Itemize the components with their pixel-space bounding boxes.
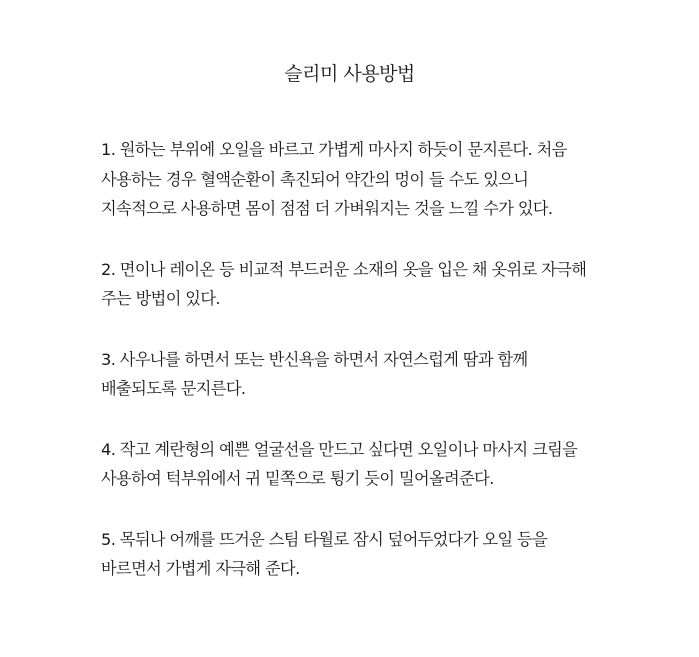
instruction-line: 사용하는 경우 혈액순환이 촉진되어 약간의 멍이 들 수도 있으니	[101, 169, 529, 189]
instruction-line: 2. 면이나 레이온 등 비교적 부드러운 소재의 옷을 입은 채 옷위로 자극해	[101, 259, 587, 279]
instruction-item-5	[101, 525, 661, 584]
instruction-line: 4. 작고 계란형의 예쁜 얼굴선을 만드고 싶다면 오일이나 마사지 크림을	[101, 439, 578, 459]
instruction-item-4	[101, 435, 661, 494]
page-title: 슬리미 사용방법	[284, 63, 415, 85]
instruction-line: 지속적으로 사용하면 몸이 점점 더 가벼워지는 것을 느낄 수가 있다.	[101, 199, 553, 218]
instruction-line: 5. 목뒤나 어깨를 뜨거운 스팀 타월로 잠시 덮어두었다가 오일 등을	[101, 529, 548, 549]
instruction-item-2	[101, 255, 661, 314]
instruction-line: 1. 원하는 부위에 오일을 바르고 가볍게 마사지 하듯이 문지른다. 처음	[101, 140, 567, 159]
instruction-line: 3. 사우나를 하면서 또는 반신욕을 하면서 자연스럽게 땀과 함께	[101, 349, 528, 369]
instruction-item-1	[101, 135, 661, 224]
instruction-line: 사용하여 턱부위에서 귀 밑쪽으로 튕기 듯이 밀어올려준다.	[101, 469, 494, 488]
instruction-line: 바르면서 가볍게 자극해 준다.	[101, 559, 300, 578]
instruction-item-3	[101, 345, 661, 404]
instruction-line: 주는 방법이 있다.	[101, 289, 220, 308]
instruction-line: 배출되도록 문지른다.	[101, 379, 246, 398]
instruction-list	[101, 135, 661, 615]
